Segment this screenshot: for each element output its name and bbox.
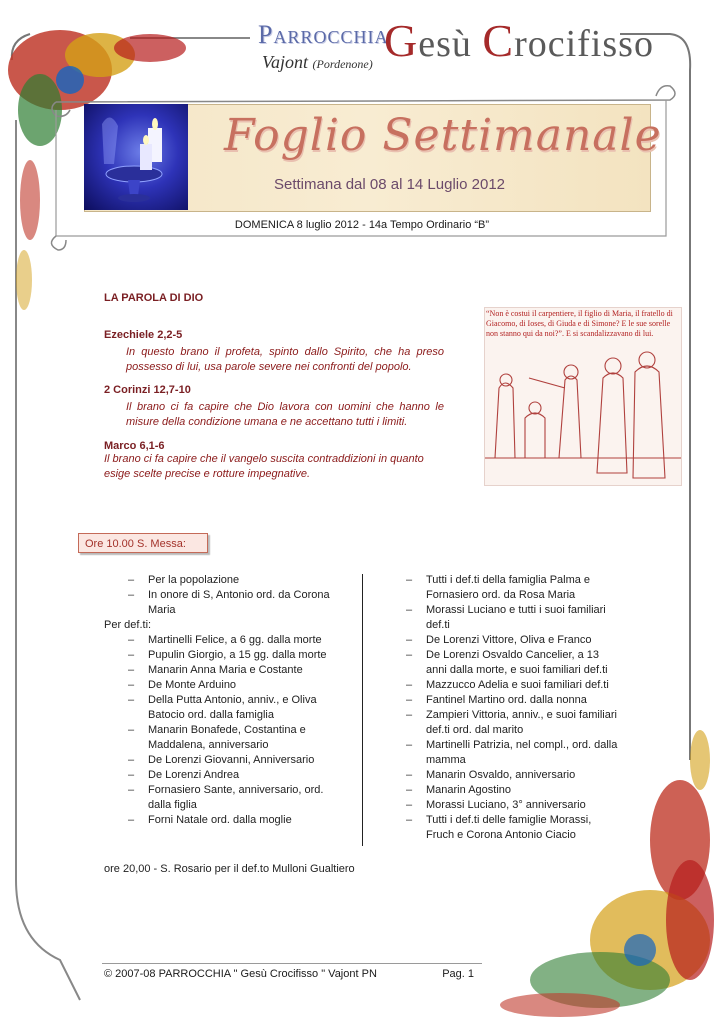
church-name: [384, 14, 654, 67]
reading-3: [104, 440, 444, 482]
church-initial-g: G: [384, 15, 419, 66]
footer-rule: [102, 963, 482, 964]
candle-icon: [84, 104, 188, 210]
parish-label: Parrocchia: [258, 20, 389, 49]
list-item: – De Lorenzi Vittore, Oliva e Franco: [382, 633, 622, 648]
list-item: – Mazzucco Adelia e suoi familiari def.ti: [382, 678, 622, 693]
footer: [104, 968, 474, 980]
reading-ref: Marco 6,1-6: [104, 440, 165, 452]
reading-text: In questo brano il profeta, spinto dallo Spirito, che ha preso possesso di lui, usa parole severe nei confronti del popolo.: [126, 346, 444, 373]
list-item: – Fantinel Martino ord. dalla nonna: [382, 693, 622, 708]
deceased-label: Per def.ti:: [104, 619, 152, 631]
church-name-part1: esù: [418, 23, 483, 65]
church-name-part2: rocifisso: [514, 23, 654, 65]
list-item: – Forni Natale ord. dalla moglie: [104, 813, 344, 828]
list-item: – De Monte Arduino: [104, 678, 344, 693]
newsletter-title: Foglio Settimanale: [224, 110, 662, 161]
reading-2: [104, 384, 444, 430]
reading-text: Il brano ci fa capire che Dio lavora con uomini che hanno le misure della condizione umana e ne accettano tutti i limiti.: [126, 401, 444, 428]
location-name: Vajont: [262, 52, 309, 72]
list-item: – Martinelli Felice, a 6 gg. dalla morte: [104, 633, 344, 648]
list-item: – Manarin Bonafede, Costantina e Maddalena, anniversario: [104, 723, 344, 753]
column-divider: [362, 574, 363, 846]
list-item: – De Lorenzi Giovanni, Anniversario: [104, 753, 344, 768]
word-of-god-title: LA PAROLA DI DIO: [104, 292, 204, 304]
list-item: – Per la popolazione: [104, 573, 344, 588]
footer-copyright: © 2007-08 PARROCCHIA " Gesù Crocifisso " Vajont PN: [104, 968, 377, 980]
list-item: – Fornasiero Sante, anniversario, ord. dalla figlia: [104, 783, 344, 813]
list-item: – Zampieri Vittoria, anniv., e suoi familiari def.ti ord. dal marito: [382, 708, 622, 738]
mass-list-right: [382, 573, 622, 843]
list-item: – Martinelli Patrizia, nel compl., ord. dalla mamma: [382, 738, 622, 768]
list-item: – Manarin Osvaldo, anniversario: [382, 768, 622, 783]
list-item: – Manarin Agostino: [382, 783, 622, 798]
reading-ref: Ezechiele 2,2-5: [104, 329, 183, 341]
gospel-quote: “Non è costui il carpentiere, il figlio di Maria, il fratello di Giacomo, di Ioses, di Giuda e di Simone? E le sue sorelle non stanno qui da noi?”. E si scandalizzavano di lui.: [486, 309, 673, 338]
mass-time-tag: Ore 10.00 S. Messa:: [78, 533, 208, 553]
location-province: (Pordenone): [312, 57, 373, 71]
page-number: Pag. 1: [442, 968, 474, 980]
list-item: – Tutti i def.ti delle famiglie Morassi, Fruch e Corona Antonio Ciacio: [382, 813, 622, 843]
reading-text: Il brano ci fa capire che il vangelo suscita contraddizioni in quanto esige scelte precise e rotture impegnative.: [104, 453, 424, 480]
reading-1: [104, 329, 444, 375]
rosary-line: ore 20,00 - S. Rosario per il def.to Mulloni Gualtiero: [104, 863, 355, 875]
location-label: [262, 52, 373, 73]
week-range: Settimana dal 08 al 14 Luglio 2012: [274, 176, 506, 193]
mass-list-left: [104, 573, 344, 828]
church-initial-c: C: [482, 15, 515, 66]
reading-ref: 2 Corinzi 12,7-10: [104, 384, 191, 396]
list-item: – De Lorenzi Osvaldo Cancelier, a 13 anni dalla morte, e suoi familiari def.ti: [382, 648, 622, 678]
sunday-heading: DOMENICA 8 luglio 2012 - 14a Tempo Ordinario “B”: [234, 219, 490, 231]
list-item: – De Lorenzi Andrea: [104, 768, 344, 783]
list-item: – Manarin Anna Maria e Costante: [104, 663, 344, 678]
list-item: – In onore di S, Antonio ord. da Corona Maria: [104, 588, 344, 618]
list-item: – Morassi Luciano e tutti i suoi familiari def.ti: [382, 603, 622, 633]
candle-photo: [84, 104, 188, 210]
list-item: – Pupulin Giorgio, a 15 gg. dalla morte: [104, 648, 344, 663]
list-item: – Tutti i def.ti della famiglia Palma e Fornasiero ord. da Rosa Maria: [382, 573, 622, 603]
list-item: – Della Putta Antonio, anniv., e Oliva Batocio ord. dalla famiglia: [104, 693, 344, 723]
list-item: – Morassi Luciano, 3° anniversario: [382, 798, 622, 813]
